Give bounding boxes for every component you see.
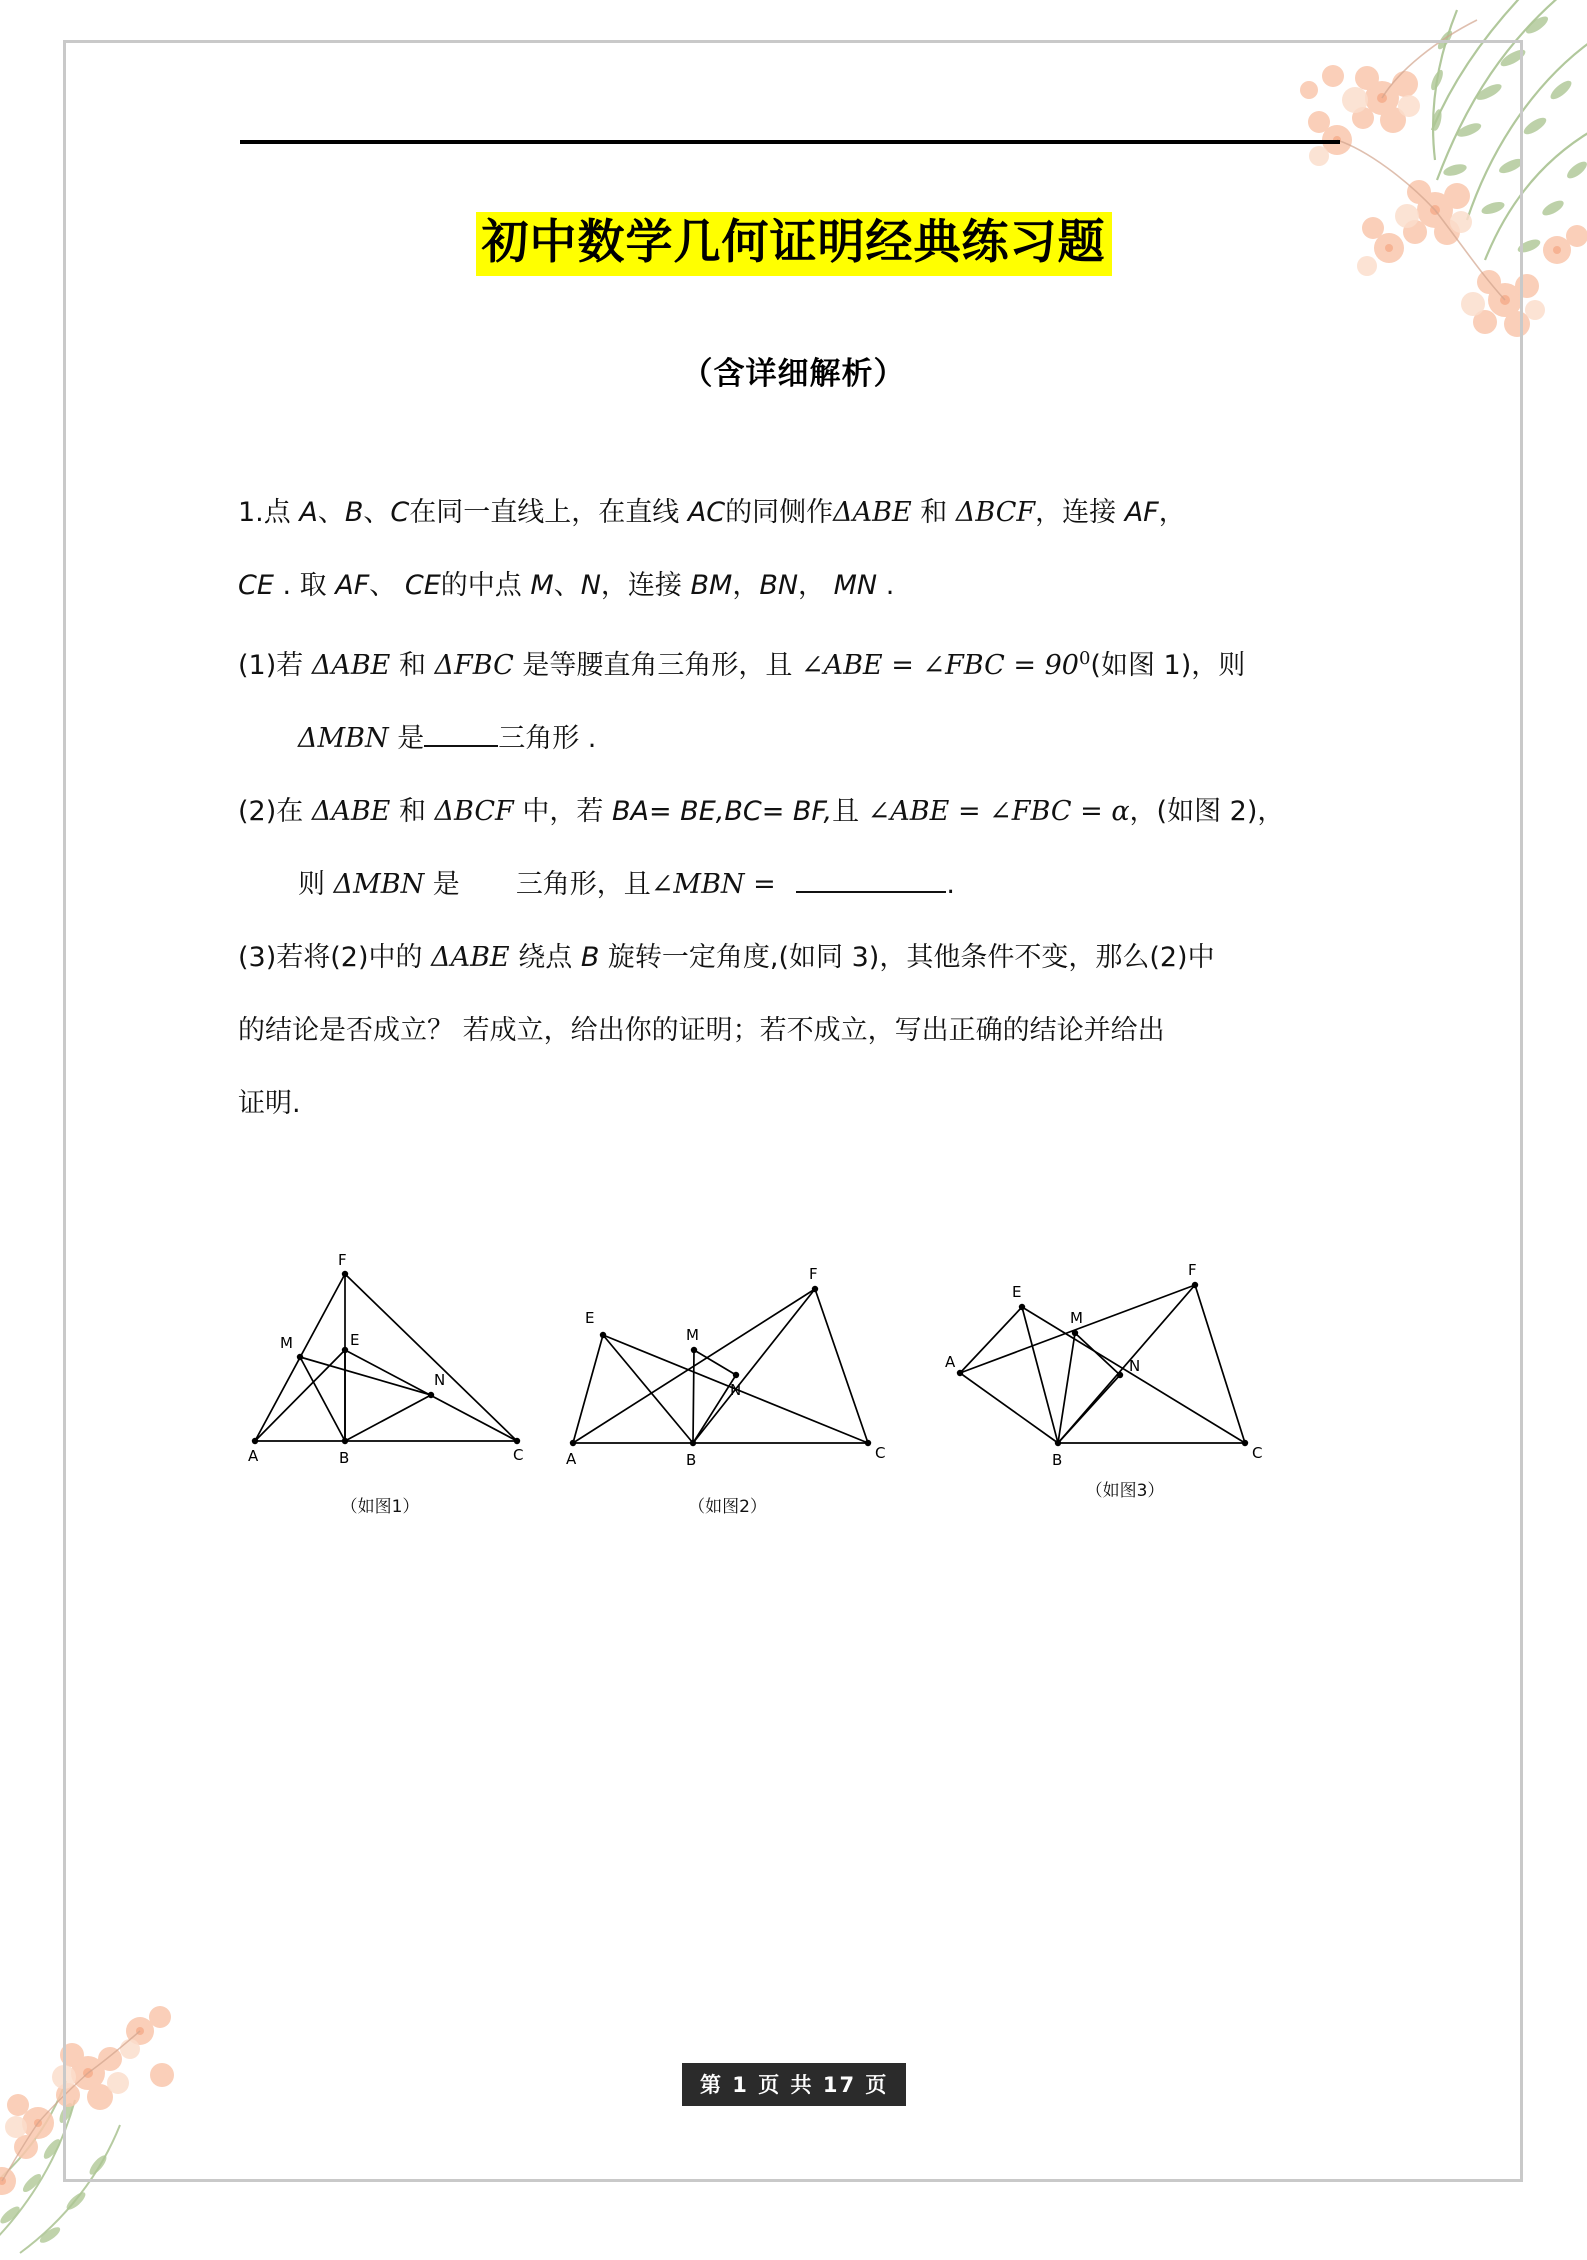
page-subtitle-container: [0, 348, 1587, 393]
part-text: 旋转一定角度,(如同 3)，其他条件不变，那么(2)中: [599, 942, 1215, 973]
problem-part-3-line-2: 的结论是否成立？ 若成立，给出你的证明；若不成立，写出正确的结论并给出: [238, 1015, 1165, 1046]
figure-2-label-B: B: [686, 1451, 697, 1469]
stem-text: 的同侧作: [725, 497, 834, 528]
stem-text: ，连接: [1035, 497, 1125, 528]
part-label: (1)若: [238, 650, 312, 681]
page-subtitle: （含详细解析）: [681, 356, 906, 392]
figure-1-caption: （如图1）: [340, 1497, 420, 1517]
point-b: B: [580, 942, 600, 973]
part-text: 三角形，且: [515, 869, 651, 900]
angle-fbc: ∠FBC: [989, 796, 1072, 827]
figure-3-label-A: A: [945, 1353, 956, 1371]
part-text: 和: [390, 650, 435, 681]
figure-3-label-E: E: [1012, 1283, 1022, 1301]
stem-text: 、: [363, 497, 391, 528]
triangle-mbn: ΔMBN: [298, 723, 389, 754]
part-label: (2)在: [238, 796, 312, 827]
segment-ce: CE: [238, 570, 274, 601]
angle-value: 90: [1044, 650, 1079, 681]
page-title-container: [0, 212, 1587, 276]
figure-3-label-C: C: [1252, 1444, 1263, 1462]
part-text: 中，若: [513, 796, 612, 827]
angle-fbc: ∠FBC: [922, 650, 1005, 681]
part-text: 三角形 .: [498, 723, 597, 754]
stem-text: 在同一直线上，在直线: [409, 497, 688, 528]
stem-text: 、: [553, 570, 581, 601]
figure-3-label-F: F: [1188, 1261, 1197, 1279]
equals: =: [1071, 796, 1112, 827]
problem-part-3-line-1: [238, 921, 1378, 994]
angle-abe: ∠ABE: [867, 796, 950, 827]
stem-text: 、: [317, 497, 345, 528]
point-c: C: [390, 497, 410, 528]
point-b: B: [344, 497, 364, 528]
problem-part-1-line-2: [238, 702, 1378, 775]
figure-1-label-N: N: [434, 1371, 446, 1389]
triangle-mbn: ΔMBN: [333, 869, 425, 900]
problem-part-3-line-3: 证明.: [238, 1088, 301, 1119]
segment-ce: CE: [404, 570, 441, 601]
figure-1: [230, 1245, 530, 1517]
part-label: (3)若将(2)中的: [238, 942, 432, 973]
figure-1-label-E: E: [350, 1331, 360, 1349]
answer-blank[interactable]: [460, 871, 516, 893]
angle-abe: ∠ABE: [800, 650, 883, 681]
problem-part-2-line-1: [238, 775, 1378, 848]
problem-stem-line-1: [238, 476, 1378, 549]
answer-blank[interactable]: [424, 723, 498, 747]
figure-2-label-E: E: [585, 1309, 595, 1327]
figure-3: [930, 1245, 1280, 1501]
stem-text: ，: [732, 570, 760, 601]
figure-2-label-F: F: [809, 1265, 818, 1283]
figure-1-label-B: B: [339, 1449, 350, 1467]
figure-2-label-N: N: [730, 1381, 742, 1399]
triangle-abe: ΔABE: [833, 497, 912, 528]
segment-af: AF: [335, 570, 370, 601]
side-equalities: BA= BE,BC= BF,: [611, 796, 833, 827]
figure-1-label-A: A: [248, 1447, 259, 1465]
page-title: 初中数学几何证明经典练习题: [476, 212, 1112, 276]
stem-text: . 取: [273, 570, 336, 601]
figure-3-label-N: N: [1129, 1357, 1141, 1375]
part-text: 绕点: [509, 942, 581, 973]
part-text: 且: [832, 796, 868, 827]
part-text: 和: [390, 796, 435, 827]
figure-2: [555, 1245, 900, 1517]
triangle-bcf: ΔBCF: [955, 497, 1036, 528]
triangle-bcf: ΔBCF: [434, 796, 514, 827]
figure-2-label-C: C: [875, 1444, 886, 1462]
triangle-abe: ΔABE: [311, 796, 391, 827]
point-m: M: [530, 570, 554, 601]
equals: =: [1004, 650, 1045, 681]
figure-1-label-M: M: [280, 1334, 293, 1352]
alpha-symbol: α: [1111, 796, 1130, 827]
figures-row: [230, 1245, 1470, 1565]
segment-ac: AC: [687, 497, 726, 528]
point-a: A: [299, 497, 318, 528]
equals: =: [744, 869, 785, 900]
problem-body: [238, 476, 1378, 1140]
stem-text: ，连接: [600, 570, 691, 601]
stem-text: 1.点: [238, 497, 300, 528]
point-n: N: [580, 570, 601, 601]
segment-bn: BN: [759, 570, 799, 601]
problem-stem-line-2: [238, 549, 1378, 622]
stem-text: 、: [369, 570, 405, 601]
stem-text: ，: [1158, 497, 1186, 528]
part-text: 是: [388, 723, 425, 754]
figure-2-label-A: A: [566, 1450, 577, 1468]
figure-1-label-C: C: [513, 1446, 524, 1464]
figure-3-caption: （如图3）: [1085, 1481, 1165, 1501]
problem-part-2-line-2: [238, 848, 1378, 921]
stem-text: 的中点: [440, 570, 531, 601]
angle-mbn: ∠MBN: [650, 869, 745, 900]
part-text: (如图 1)，则: [1090, 650, 1246, 681]
answer-blank[interactable]: [796, 869, 946, 893]
header-horizontal-rule: [240, 140, 1340, 144]
figure-2-caption: （如图2）: [688, 1497, 767, 1517]
part-text: 是: [424, 869, 460, 900]
equals: =: [949, 796, 990, 827]
part-text: .: [946, 869, 955, 900]
segment-bm: BM: [690, 570, 733, 601]
triangle-abe: ΔABE: [311, 650, 391, 681]
segment-mn: MN: [833, 570, 878, 601]
figure-1-label-F: F: [338, 1251, 347, 1269]
equals: =: [882, 650, 923, 681]
figure-3-label-B: B: [1052, 1451, 1063, 1469]
triangle-fbc: ΔFBC: [434, 650, 514, 681]
part-text: 则: [298, 869, 334, 900]
figure-3-label-M: M: [1070, 1309, 1083, 1327]
segment-af: AF: [1124, 497, 1159, 528]
figure-2-label-M: M: [686, 1326, 699, 1344]
stem-text: .: [877, 570, 895, 601]
part-text: ，(如图 2)，: [1129, 796, 1285, 827]
footer-page-number: 第 1 页 共 17 页: [682, 2063, 906, 2106]
part-text: 是等腰直角三角形，且: [513, 650, 801, 681]
triangle-abe: ΔABE: [431, 942, 510, 973]
problem-part-1-line-1: [238, 622, 1378, 702]
stem-text: ，: [798, 570, 834, 601]
degree-superscript: 0: [1078, 648, 1091, 669]
stem-text: 和: [911, 497, 956, 528]
